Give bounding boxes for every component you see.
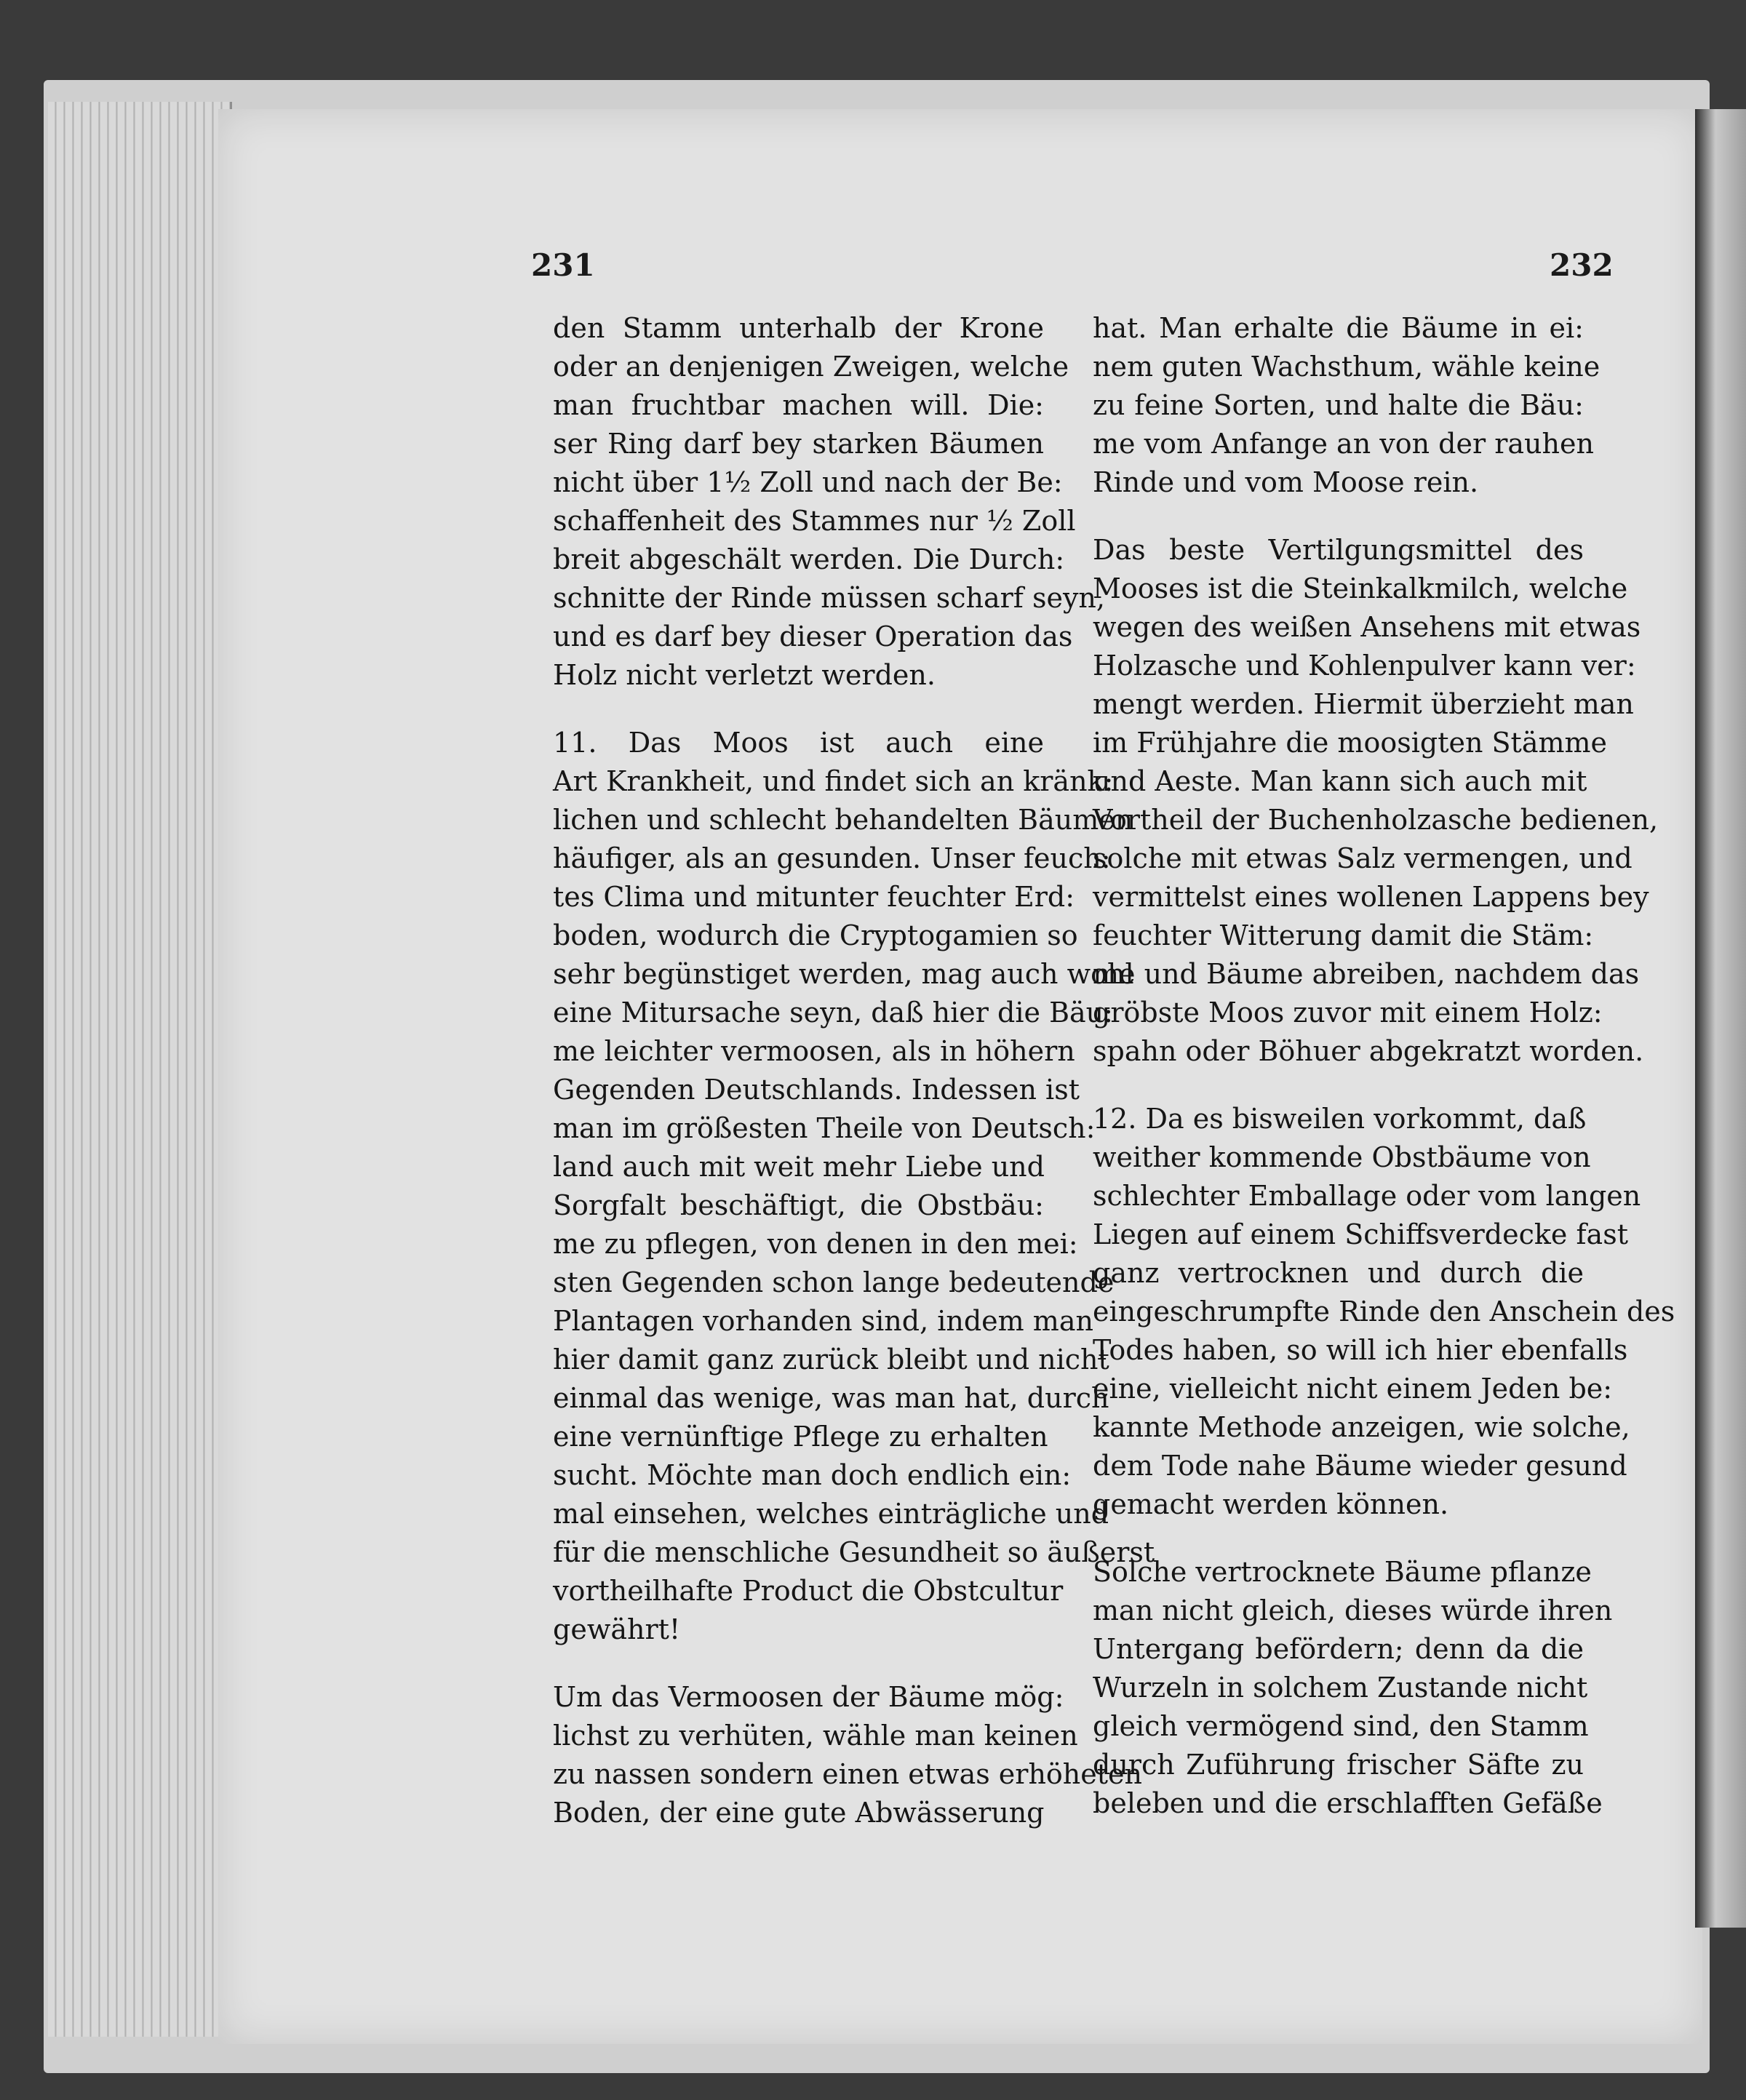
text-line: nem guten Wachsthum, wähle keine <box>1093 351 1600 383</box>
text-line: eingeschrumpfte Rinde den Anschein des <box>1093 1295 1675 1328</box>
text-line: zu feine Sorten, und halte die Bäu: <box>1093 389 1584 421</box>
page-number-left: 231 <box>531 247 595 283</box>
text-line: Holz nicht verletzt werden. <box>553 659 936 691</box>
text-line: nicht über 1½ Zoll und nach der Be: <box>553 466 1063 498</box>
text-line: einmal das wenige, was man hat, durch <box>553 1382 1109 1414</box>
text-line: mal einsehen, welches einträgliche und <box>553 1498 1109 1530</box>
text-line: hier damit ganz zurück bleibt und nicht <box>553 1344 1109 1376</box>
text-line: eine Mitursache seyn, daß hier die Bäu: <box>553 997 1113 1029</box>
text-line: durch Zuführung frischer Säfte zu <box>1093 1749 1584 1781</box>
text-line: boden, wodurch die Cryptogamien so <box>553 919 1078 951</box>
text-line: vermittelst eines wollenen Lappens bey <box>1093 881 1649 913</box>
text-line: schlechter Emballage oder vom langen <box>1093 1180 1641 1212</box>
text-line: breit abgeschält werden. Die Durch: <box>553 543 1065 575</box>
text-line: me und Bäume abreiben, nachdem das <box>1093 958 1640 990</box>
text-line: lichst zu verhüten, wähle man keinen <box>553 1720 1078 1752</box>
text-line: man nicht gleich, dieses würde ihren <box>1093 1594 1613 1626</box>
text-line: beleben und die erschlafften Gefäße <box>1093 1787 1603 1819</box>
text-line: den Stamm unterhalb der Krone <box>553 312 1044 344</box>
text-line: Boden, der eine gute Abwässerung <box>553 1797 1045 1829</box>
text-line: eine vernünftige Pflege zu erhalten <box>553 1421 1048 1453</box>
text-line: wegen des weißen Ansehens mit etwas <box>1093 611 1641 643</box>
text-line: man im größesten Theile von Deutsch: <box>553 1112 1096 1144</box>
paragraph-gap <box>553 695 1044 724</box>
text-line: Mooses ist die Steinkalkmilch, welche <box>1093 572 1628 604</box>
text-line: ganz vertrocknen und durch die <box>1093 1257 1584 1289</box>
text-line: Art Krankheit, und findet sich an kränk: <box>553 765 1114 797</box>
text-line: me vom Anfange an von der rauhen <box>1093 428 1594 460</box>
text-line: gemacht werden können. <box>1093 1488 1449 1520</box>
text-line: für die menschliche Gesundheit so äußerst <box>553 1536 1155 1568</box>
text-line: Holzasche und Kohlenpulver kann ver: <box>1093 650 1636 682</box>
next-page-edge <box>1695 109 1746 1928</box>
paragraph-gap <box>1093 502 1584 531</box>
text-line: Liegen auf einem Schiffsverdecke fast <box>1093 1218 1628 1250</box>
page-edges <box>48 102 232 2037</box>
text-column-right <box>1093 309 1675 1823</box>
text-line: Plantagen vorhanden sind, indem man <box>553 1305 1093 1337</box>
text-line: schaffenheit des Stammes nur ½ Zoll <box>553 505 1076 537</box>
paragraph-gap <box>553 1649 1044 1678</box>
text-line: Sorgfalt beschäftigt, die Obstbäu: <box>553 1189 1044 1221</box>
text-line: Rinde und vom Moose rein. <box>1093 466 1479 498</box>
text-line: sten Gegenden schon lange bedeutende <box>553 1266 1115 1298</box>
text-line: sucht. Möchte man doch endlich ein: <box>553 1459 1072 1491</box>
text-line: me leichter vermoosen, als in höhern <box>553 1035 1075 1067</box>
text-line: man fruchtbar machen will. Die: <box>553 389 1044 421</box>
text-line: vortheilhafte Product die Obstcultur <box>553 1575 1064 1607</box>
text-line: Solche vertrocknete Bäume pflanze <box>1093 1556 1592 1588</box>
text-line: solche mit etwas Salz vermengen, und <box>1093 842 1633 874</box>
text-line: feuchter Witterung damit die Stäm: <box>1093 919 1594 951</box>
text-line: Todes haben, so will ich hier ebenfalls <box>1093 1334 1628 1366</box>
text-column-left <box>553 309 1155 1832</box>
text-line: Das beste Vertilgungsmittel des <box>1093 534 1584 566</box>
text-line: eine, vielleicht nicht einem Jeden be: <box>1093 1373 1613 1405</box>
text-line: mengt werden. Hiermit überzieht man <box>1093 688 1634 720</box>
text-line: sehr begünstiget werden, mag auch wohl <box>553 958 1134 990</box>
text-line: spahn oder Böhuer abgekratzt worden. <box>1093 1035 1644 1067</box>
text-line: kannte Methode anzeigen, wie solche, <box>1093 1411 1630 1443</box>
text-line: Gegenden Deutschlands. Indessen ist <box>553 1074 1080 1106</box>
text-line: und es darf bey dieser Operation das <box>553 620 1073 652</box>
text-line: oder an denjenigen Zweigen, welche <box>553 351 1069 383</box>
text-line: dem Tode nahe Bäume wieder gesund <box>1093 1450 1627 1482</box>
text-line: im Frühjahre die moosigten Stämme <box>1093 727 1608 759</box>
text-line: lichen und schlecht behandelten Bäumen <box>553 804 1133 836</box>
text-line: ser Ring darf bey starken Bäumen <box>553 428 1044 460</box>
text-line: schnitte der Rinde müssen scharf seyn, <box>553 582 1105 614</box>
text-line: me zu pflegen, von denen in den mei: <box>553 1228 1078 1260</box>
text-line: 12. Da es bisweilen vorkommt, daß <box>1093 1103 1587 1135</box>
text-line: land auch mit weit mehr Liebe und <box>553 1151 1045 1183</box>
paragraph-gap <box>1093 1071 1584 1100</box>
text-line: hat. Man erhalte die Bäume in ei: <box>1093 312 1584 344</box>
text-line: weither kommende Obstbäume von <box>1093 1141 1591 1173</box>
text-line: gleich vermögend sind, den Stamm <box>1093 1710 1589 1742</box>
text-line: Vortheil der Buchenholzasche bedienen, <box>1093 804 1659 836</box>
text-line: 11. Das Moos ist auch eine <box>553 727 1044 759</box>
text-line: tes Clima und mitunter feuchter Erd: <box>553 881 1075 913</box>
paragraph-gap <box>1093 1524 1584 1553</box>
text-line: häufiger, als an gesunden. Unser feuch: <box>553 842 1111 874</box>
page-number-right: 232 <box>1550 247 1614 283</box>
text-line: zu nassen sondern einen etwas erhöheten <box>553 1758 1143 1790</box>
text-line: Um das Vermoosen der Bäume mög: <box>553 1681 1064 1713</box>
text-line: gewährt! <box>553 1613 681 1645</box>
text-line: und Aeste. Man kann sich auch mit <box>1093 765 1587 797</box>
text-line: gröbste Moos zuvor mit einem Holz: <box>1093 997 1603 1029</box>
text-line: Untergang befördern; denn da die <box>1093 1633 1584 1665</box>
text-line: Wurzeln in solchem Zustande nicht <box>1093 1672 1588 1704</box>
